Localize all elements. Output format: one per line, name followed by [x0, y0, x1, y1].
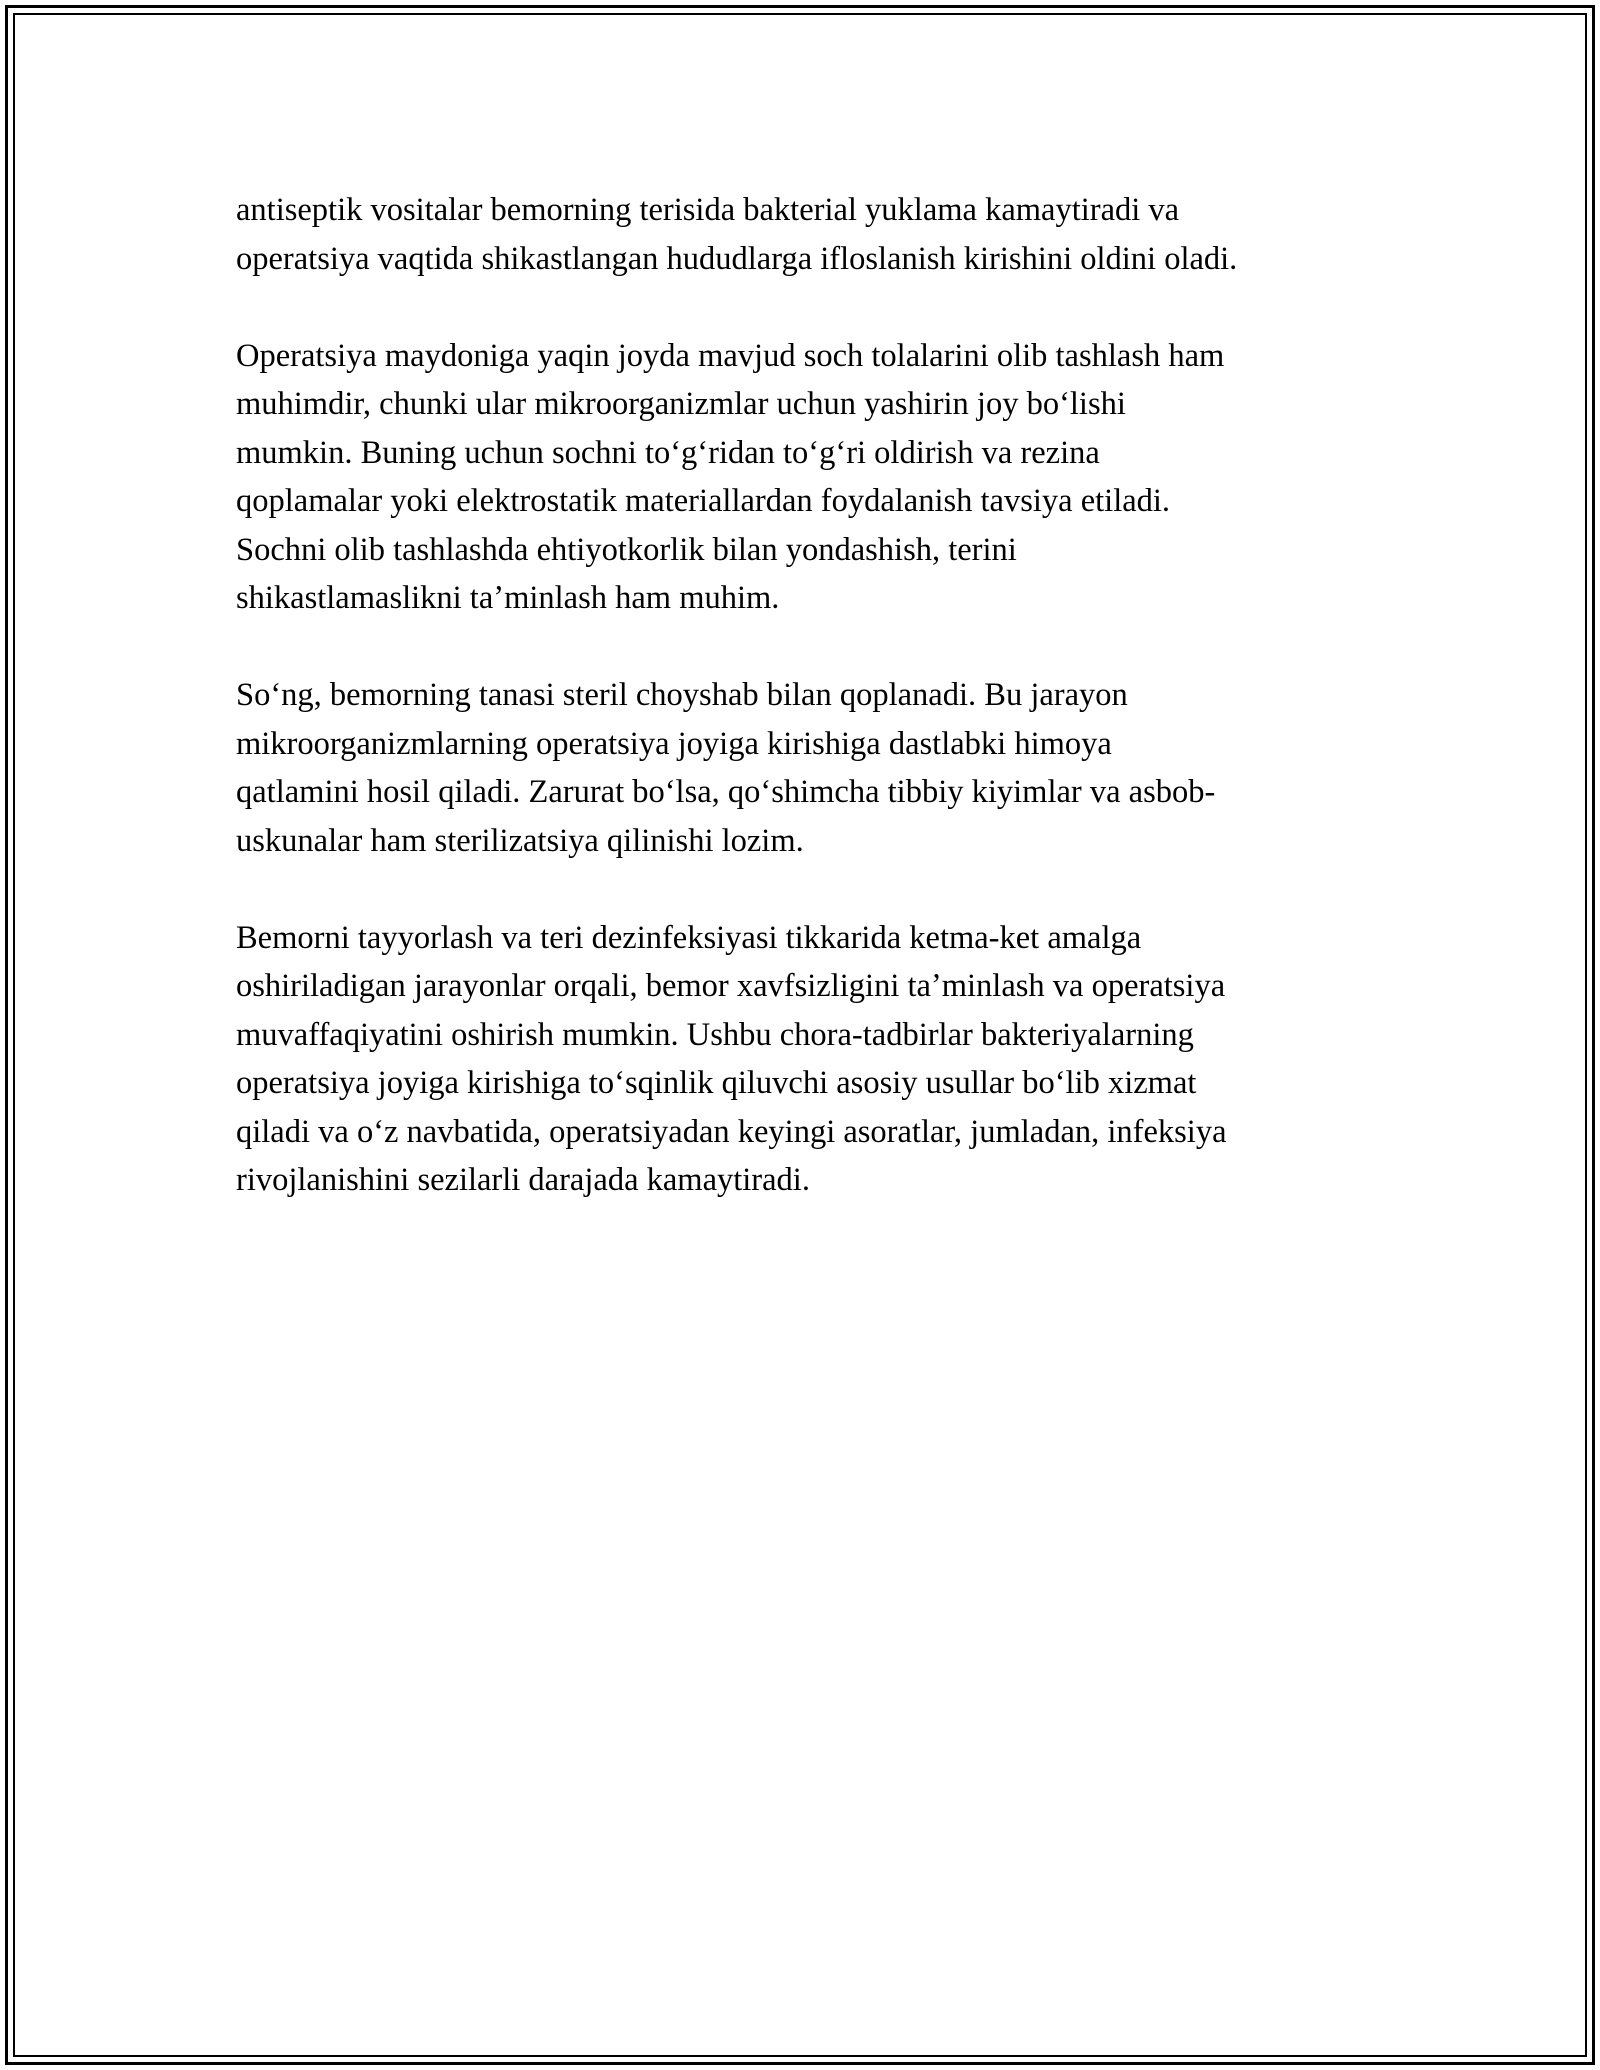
text-line: muhimdir, chunki ular mikroorganizmlar uchun yashirin joy boʻlishi: [236, 386, 1126, 422]
text-line: qoplamalar yoki elektrostatik materiallardan foydalanish tavsiya etiladi.: [236, 483, 1171, 519]
text-line: rivojlanishini sezilarli darajada kamaytiradi.: [236, 1162, 810, 1198]
paragraph-4: [236, 914, 1376, 1205]
text-line: antiseptik vositalar bemorning terisida bakterial yuklama kamaytiradi va: [236, 192, 1180, 228]
text-line: uskunalar ham sterilizatsiya qilinishi lozim.: [236, 822, 804, 859]
text-line: mumkin. Buning uchun sochni toʻgʻridan toʻgʻri oldirish va rezina: [236, 434, 1100, 471]
text-line: mikroorganizmlarning operatsiya joyiga kirishiga dastlabki himoya: [236, 725, 1112, 762]
text-line: operatsiya vaqtida shikastlangan hududlarga ifloslanish kirishini oldini oladi.: [236, 240, 1238, 277]
paragraph-2: [236, 332, 1376, 623]
paragraph-3: [236, 671, 1376, 865]
text-line: qatlamini hosil qiladi. Zarurat boʻlsa, qoʻshimcha tibbiy kiyimlar va asbob-: [236, 774, 1216, 810]
text-line: Operatsiya maydoniga yaqin joyda mavjud soch tolalarini olib tashlash ham: [236, 337, 1225, 374]
text-line: operatsiya joyiga kirishiga toʻsqinlik qiluvchi asosiy usullar boʻlib xizmat: [236, 1065, 1197, 1101]
text-line: shikastlamaslikni taʼminlash ham muhim.: [236, 580, 780, 616]
document-body: [236, 186, 1376, 1253]
paragraph-1: [236, 186, 1376, 283]
text-line: muvaffaqiyatini oshirish mumkin. Ushbu chora-tadbirlar bakteriyalarning: [236, 1016, 1194, 1053]
text-line: oshiriladigan jarayonlar orqali, bemor xavfsizligini taʼminlash va operatsiya: [236, 968, 1226, 1004]
text-line: Soʻng, bemorning tanasi steril choyshab bilan qoplanadi. Bu jarayon: [236, 677, 1128, 713]
text-line: qiladi va oʻz navbatida, operatsiyadan keyingi asoratlar, jumladan, infeksiya: [236, 1113, 1227, 1150]
text-line: Sochni olib tashlashda ehtiyotkorlik bilan yondashish, terini: [236, 531, 1017, 568]
text-line: Bemorni tayyorlash va teri dezinfeksiyasi tikkarida ketma-ket amalga: [236, 919, 1142, 956]
